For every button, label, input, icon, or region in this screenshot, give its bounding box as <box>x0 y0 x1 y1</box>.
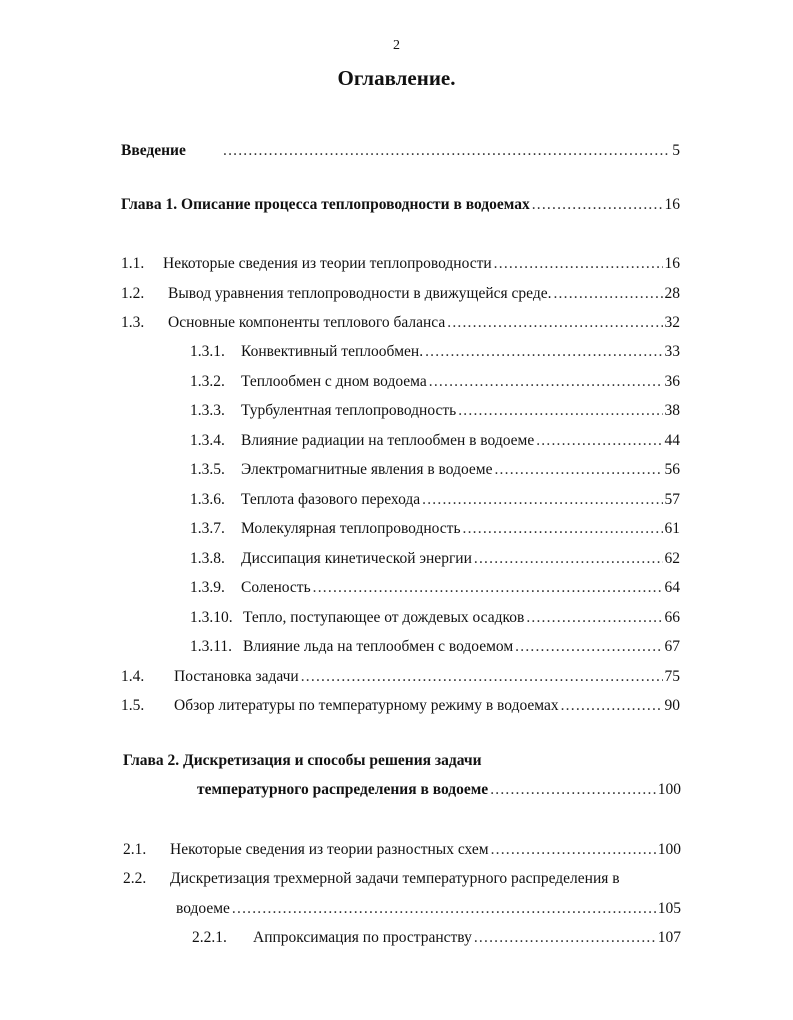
toc-entry-2-2[interactable] <box>176 899 681 919</box>
toc-text: Дискретизация трехмерной задачи температурного распределения в <box>170 870 620 887</box>
toc-leader <box>474 928 656 948</box>
toc-leader <box>491 840 656 860</box>
toc-entry-1-3-3[interactable] <box>190 401 680 421</box>
toc-page: 32 <box>664 314 680 331</box>
toc-leader <box>429 372 663 392</box>
toc-text: водоеме <box>176 900 230 917</box>
toc-entry-1-3-4[interactable] <box>190 431 680 451</box>
toc-leader <box>463 519 663 539</box>
toc-leader <box>447 313 662 333</box>
toc-leader <box>515 637 662 657</box>
toc-entry-2-2-1[interactable] <box>192 928 681 948</box>
toc-leader <box>223 141 670 161</box>
toc-page: 62 <box>664 550 680 567</box>
toc-leader <box>494 460 662 480</box>
toc-number: 1.3.8. <box>190 550 225 567</box>
toc-text: Постановка задачи <box>174 668 299 685</box>
toc-text: Тепло, поступающее от дождевых осадков <box>243 609 525 626</box>
toc-page: 33 <box>664 343 680 360</box>
toc-text: Основные компоненты теплового баланса <box>168 314 446 331</box>
toc-text: Соленость <box>241 579 311 596</box>
toc-entry-1-3-8[interactable] <box>190 549 680 569</box>
toc-leader <box>490 780 656 800</box>
toc-page: 44 <box>664 432 680 449</box>
toc-text: Теплота фазового перехода <box>241 491 421 508</box>
toc-page: 66 <box>664 609 680 626</box>
toc-text: Молекулярная теплопроводность <box>241 520 461 537</box>
toc-page: 64 <box>664 579 680 596</box>
toc-text: Введение <box>121 142 186 159</box>
toc-number: 1.3.5. <box>190 461 225 478</box>
toc-number: 1.3.10. <box>190 609 233 626</box>
toc-number: 2.2. <box>123 870 147 887</box>
toc-entry-1-3-5[interactable] <box>190 460 680 480</box>
toc-leader <box>536 431 662 451</box>
toc-number: 1.3.3. <box>190 402 225 419</box>
toc-leader <box>553 284 662 304</box>
toc-entry-1-3-1[interactable] <box>190 342 680 362</box>
toc-text: Диссипация кинетической энергии <box>241 550 472 567</box>
toc-leader <box>561 696 663 716</box>
toc-page: 57 <box>664 491 680 508</box>
toc-entry-1-3-10[interactable] <box>190 608 680 628</box>
toc-page: 107 <box>657 929 681 946</box>
toc-text: Некоторые сведения из теории разностных схем <box>170 841 489 858</box>
toc-number: 1.3.2. <box>190 373 225 390</box>
toc-page: 90 <box>664 697 680 714</box>
toc-leader <box>422 490 662 510</box>
toc-entry-1-4[interactable] <box>121 667 680 687</box>
toc-text: Глава 1. Описание процесса теплопроводности в водоемах <box>121 196 530 213</box>
toc-page: 100 <box>657 841 681 858</box>
toc-entry-1-3-7[interactable] <box>190 519 680 539</box>
toc-text: Влияние радиации на теплообмен в водоеме <box>241 432 535 449</box>
toc-text: Теплообмен с дном водоема <box>241 373 427 390</box>
toc-leader <box>474 549 663 569</box>
toc-number: 1.4. <box>121 668 145 685</box>
toc-page: 75 <box>664 668 680 685</box>
toc-chapter2-title-line1[interactable]: Глава 2. Дискретизация и способы решения задачи <box>123 752 482 769</box>
toc-page: 16 <box>664 196 680 213</box>
toc-entry-chapter1[interactable] <box>121 195 680 215</box>
toc-number: 1.3.9. <box>190 579 225 596</box>
toc-page: 105 <box>657 900 681 917</box>
toc-leader <box>526 608 662 628</box>
toc-entry-1-3[interactable] <box>121 313 680 333</box>
toc-number: 2.1. <box>123 841 147 858</box>
toc-entry-1-3-11[interactable] <box>190 637 680 657</box>
toc-leader <box>425 342 662 362</box>
toc-entry-intro[interactable] <box>121 141 680 161</box>
toc-number: 1.3.6. <box>190 491 225 508</box>
toc-entry-1-3-6[interactable] <box>190 490 680 510</box>
toc-entry-chapter2[interactable] <box>197 780 681 800</box>
toc-entry-2-1[interactable] <box>123 840 681 860</box>
toc-text: Турбулентная теплопроводность <box>241 402 457 419</box>
toc-leader <box>301 667 663 687</box>
toc-number: 1.3.7. <box>190 520 225 537</box>
toc-number: 1.1. <box>121 255 145 272</box>
toc-number: 2.2.1. <box>192 929 227 946</box>
page-title: Оглавление. <box>337 66 456 90</box>
toc-page: 16 <box>664 255 680 272</box>
toc-entry-1-3-9[interactable] <box>190 578 680 598</box>
toc-page: 5 <box>672 142 680 159</box>
toc-number: 1.3.4. <box>190 432 225 449</box>
toc-leader <box>313 578 663 598</box>
toc-page: 36 <box>664 373 680 390</box>
toc-entry-1-5[interactable] <box>121 696 680 716</box>
toc-page: 100 <box>657 781 681 798</box>
toc-leader <box>494 254 663 274</box>
toc-number: 1.3. <box>121 314 145 331</box>
toc-text: Электромагнитные явления в водоеме <box>241 461 493 478</box>
toc-number: 1.3.1. <box>190 343 225 360</box>
toc-number: 1.3.11. <box>190 638 233 655</box>
toc-entry-1-1[interactable] <box>121 254 680 274</box>
toc-leader <box>458 401 662 421</box>
toc-entry-1-2[interactable] <box>121 284 680 304</box>
toc-leader <box>232 899 656 919</box>
toc-number: 1.2. <box>121 285 145 302</box>
toc-number: 1.5. <box>121 697 145 714</box>
toc-text: Влияние льда на теплообмен с водоемом <box>243 638 514 655</box>
toc-text: Аппроксимация по пространству <box>253 929 472 946</box>
toc-text: температурного распределения в водоеме <box>197 781 489 798</box>
toc-page: 38 <box>664 402 680 419</box>
toc-text: Вывод уравнения теплопроводности в движущейся среде. <box>168 285 552 302</box>
toc-page: 61 <box>664 520 680 537</box>
page-number: 2 <box>393 38 400 53</box>
toc-text: Некоторые сведения из теории теплопроводности <box>163 255 492 272</box>
toc-text: Конвективный теплообмен. <box>241 343 424 360</box>
toc-page: 28 <box>664 285 680 302</box>
toc-text: Обзор литературы по температурному режиму в водоемах <box>174 697 559 714</box>
toc-page: 56 <box>664 461 680 478</box>
toc-leader <box>532 195 663 215</box>
toc-page: 67 <box>664 638 680 655</box>
toc-entry-2-2-line1[interactable] <box>123 869 620 889</box>
toc-entry-1-3-2[interactable] <box>190 372 680 392</box>
